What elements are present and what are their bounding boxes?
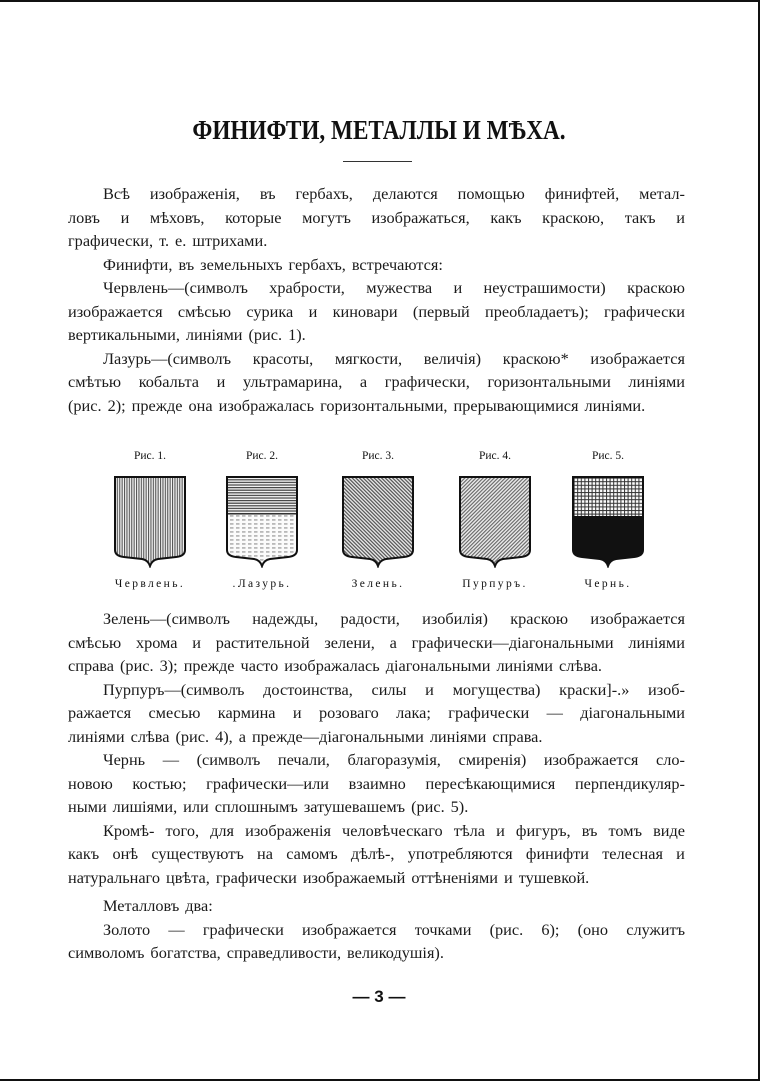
paragraph [68, 182, 685, 253]
text-line: справа (рис. 3); прежде часто изображалась діагональными линіями слѣва. [68, 656, 602, 675]
text-line: линіями слѣва (рис. 4), а прежде—діагональными линіями справа. [68, 726, 543, 746]
figure-label: Рис. 3. [361, 450, 395, 462]
figure-2 [212, 450, 312, 590]
text-line: Червлень—(символъ храбрости, мужества и неустрашимости) краскою [103, 278, 685, 297]
text-line: натуральнаго цвѣта, графически изображаемый оттѣненіями и тушевкой. [68, 867, 590, 887]
text-line: (рис. 2); прежде она изображалась горизонтальными, прерывающимися линіями. [68, 395, 646, 415]
text-line: графически, т. е. штрихами. [68, 231, 268, 250]
paragraph [68, 748, 685, 819]
text-line: ражается смесью кармина и розоваго лака; графически — діагональными [68, 703, 685, 722]
text-line: Финифти, въ земельныхъ гербахъ, встречаются: [103, 254, 443, 274]
figures-row [95, 450, 675, 600]
text-line: Лазурь—(символъ красоты, мягкости, величія) краскою* изображается [103, 348, 685, 368]
figure-caption: Зелень. [351, 578, 405, 590]
text-line: Зелень—(символъ надежды, радости, изобилія) краскою изображается [103, 609, 685, 628]
figure-label: Рис. 2. [245, 450, 279, 462]
paragraph [68, 347, 685, 418]
text-block-top [68, 182, 685, 417]
figure-caption: Чернь. [584, 578, 632, 590]
text-block-bottom [68, 607, 685, 965]
text-line: какъ онѣ существуютъ на самомъ дѣлѣ-, употребляются финифти телесная и [68, 844, 685, 863]
text-line: Всѣ изображенія, въ гербахъ, делаются помощью финифтей, метал- [103, 184, 685, 203]
figure-caption: .Лазурь. [232, 578, 292, 590]
figure-label: Рис. 1. [133, 450, 167, 462]
paragraph [68, 894, 685, 918]
figure-1 [100, 450, 200, 590]
figure-caption: Червлень. [114, 578, 186, 590]
text-line: символомъ богатства, справедливости, великодушія). [68, 943, 444, 962]
text-line: Металловъ два: [103, 896, 213, 915]
text-line: вертикальными, линіями (рис. 1). [68, 325, 306, 344]
text-line: Золото — графически изображается точками (рис. 6); (оно служитъ [103, 919, 685, 939]
paragraph [68, 918, 685, 965]
shield-crosshatch-icon [570, 474, 646, 568]
paragraph [68, 819, 685, 890]
shield-vertical-lines-icon [112, 474, 188, 568]
shield-horizontal-lines-icon [224, 474, 300, 568]
figure-5 [558, 450, 658, 590]
text-line: ными лишіями, или сплошнымъ затушевашемъ (рис. 5). [68, 797, 469, 816]
page-number: — 3 — [352, 987, 406, 1006]
paragraph [68, 678, 685, 749]
title-rule-divider [343, 161, 412, 162]
shield-diagonal-left-icon [457, 474, 533, 568]
page-title: ФИНИФТИ, МЕТАЛЛЫ И МѢХА. [192, 115, 566, 145]
text-line: смѣтью кобальта и ультрамарина, а графически, горизонтальными линіями [68, 372, 685, 391]
paragraph [68, 276, 685, 347]
text-line: изображается смѣсью сурика и киновари (первый преобладаетъ); графически [68, 301, 685, 321]
text-line: Пурпуръ—(символъ достоинства, силы и могущества) краски]-.» изоб- [103, 679, 685, 699]
figure-label: Рис. 5. [591, 450, 625, 462]
text-line: Кромѣ- того, для изображенія человѣческаго тѣла и фигуръ, въ томъ виде [103, 820, 685, 840]
paragraph [68, 253, 685, 277]
paragraph [68, 607, 685, 678]
figure-caption: Пурпуръ. [462, 578, 528, 590]
text-line: Чернь — (символъ печали, благоразумія, смиренія) изображается сло- [103, 750, 685, 769]
text-line: смѣсью хрома и растительной зелени, а графически—діагональными линіями [68, 632, 685, 652]
figure-label: Рис. 4. [478, 450, 512, 462]
text-line: новою костью; графически—или взаимно пересѣкающимися перпендикуляр- [68, 773, 685, 793]
shield-diagonal-right-icon [340, 474, 416, 568]
figure-4 [445, 450, 545, 590]
text-line: ловъ и мѣховъ, которые могутъ изображаться, какъ краскою, такъ и [68, 207, 685, 227]
figure-3 [328, 450, 428, 590]
